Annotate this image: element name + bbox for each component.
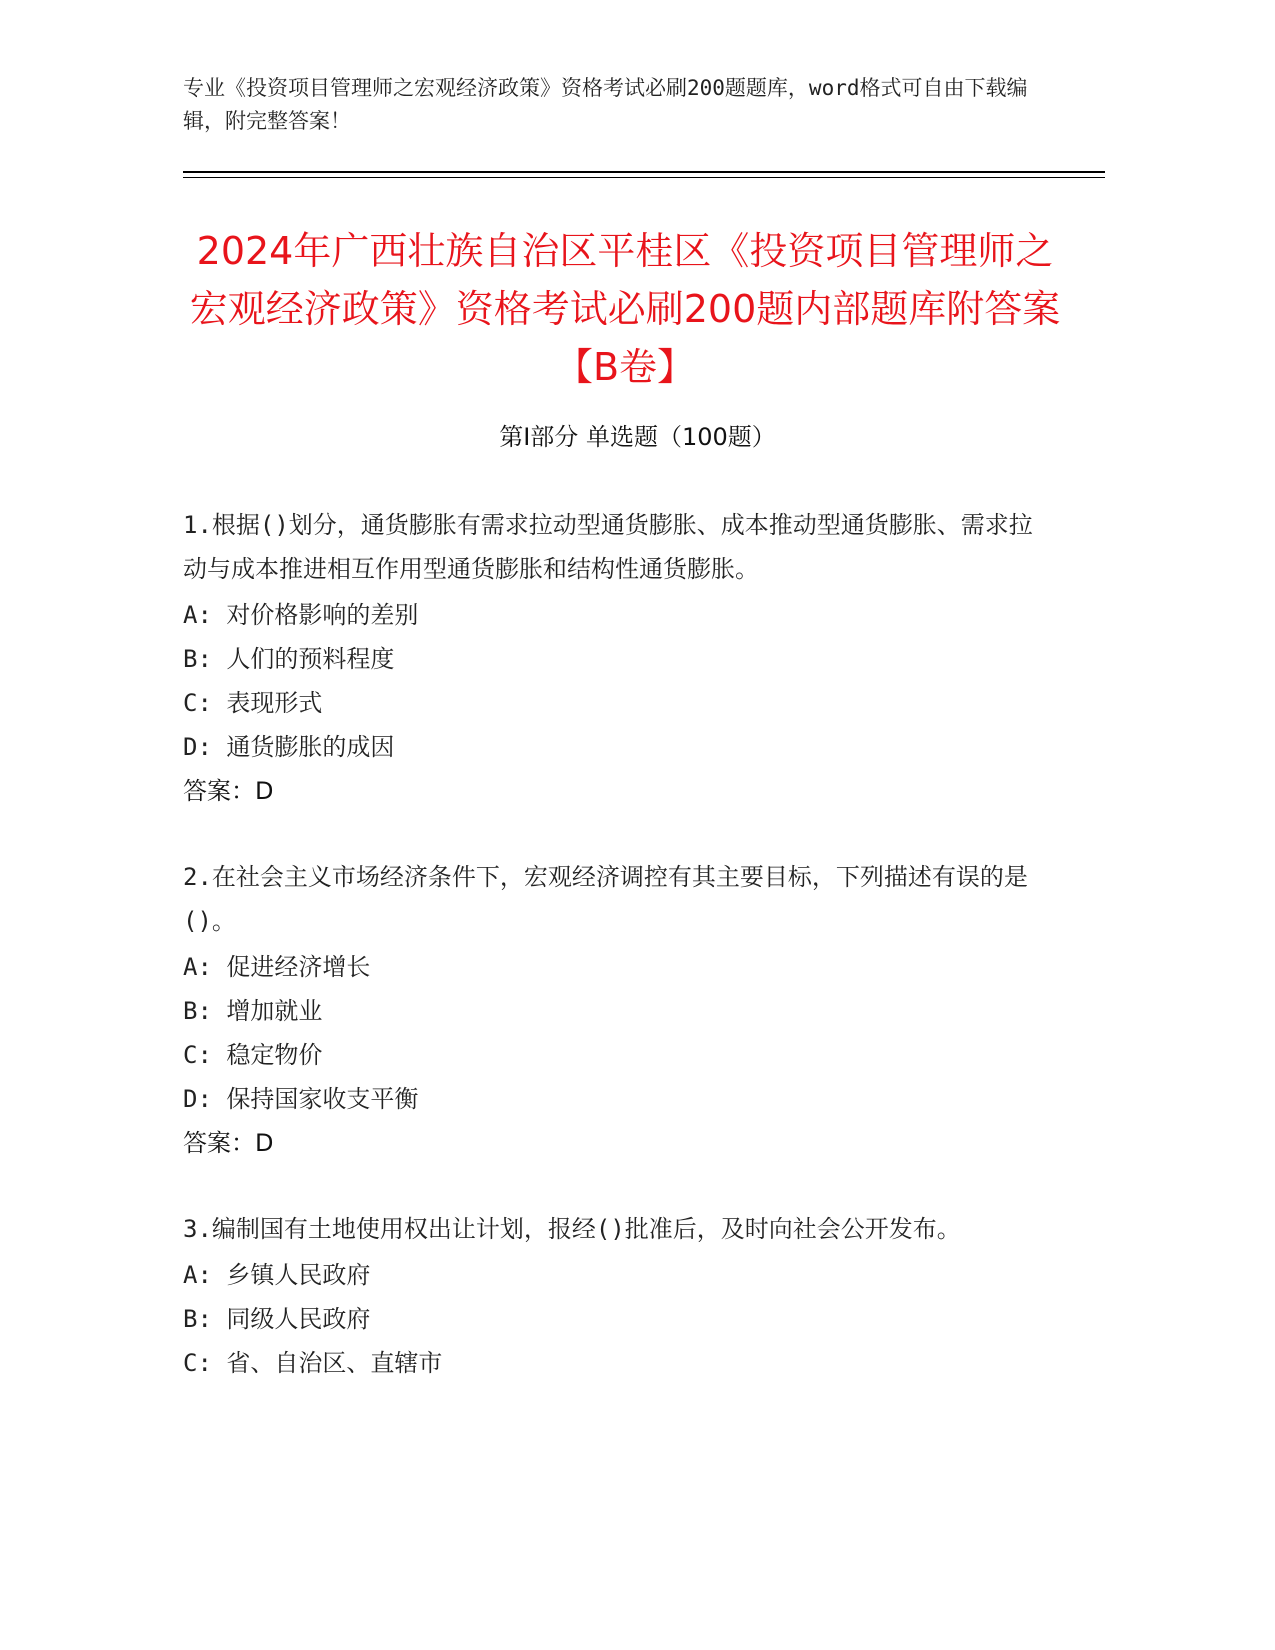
option-a: A: 乡镇人民政府 xyxy=(183,1261,371,1289)
option-c: C: 稳定物价 xyxy=(183,1041,323,1069)
option-c: C: 表现形式 xyxy=(183,689,323,717)
answer: 答案：D xyxy=(183,1129,274,1157)
header-rule-thin xyxy=(183,177,1105,178)
option-b: B: 增加就业 xyxy=(183,997,323,1025)
option-c: C: 省、自治区、直辖市 xyxy=(183,1349,443,1377)
question-3 xyxy=(183,1207,1033,1385)
document-title: 2024年广西壮族自治区平桂区《投资项目管理师之宏观经济政策》资格考试必刷200题内部题库附答案【B卷】 xyxy=(189,229,1061,389)
question-list xyxy=(183,503,1033,1427)
question-1 xyxy=(183,503,1033,813)
question-stem: 1.根据()划分，通货膨胀有需求拉动型通货膨胀、成本推动型通货膨胀、需求拉动与成本推进相互作用型通货膨胀和结构性通货膨胀。 xyxy=(183,511,1033,583)
option-d: D: 通货膨胀的成因 xyxy=(183,733,395,761)
option-a: A: 对价格影响的差别 xyxy=(183,601,419,629)
question-2 xyxy=(183,855,1033,1165)
option-b: B: 人们的预料程度 xyxy=(183,645,395,673)
question-stem: 3.编制国有土地使用权出让计划，报经()批准后，及时向社会公开发布。 xyxy=(183,1215,961,1243)
section-title: 第Ⅰ部分 单选题（100题） xyxy=(499,423,776,451)
question-stem: 2.在社会主义市场经济条件下，宏观经济调控有其主要目标，下列描述有误的是()。 xyxy=(183,863,1028,935)
header-note: 专业《投资项目管理师之宏观经济政策》资格考试必刷200题题库，word格式可自由下载编辑，附完整答案！ xyxy=(183,76,1028,133)
option-a: A: 促进经济增长 xyxy=(183,953,371,981)
option-d: D: 保持国家收支平衡 xyxy=(183,1085,419,1113)
answer: 答案：D xyxy=(183,777,274,805)
header-rule-thick xyxy=(183,171,1105,173)
option-b: B: 同级人民政府 xyxy=(183,1305,371,1333)
